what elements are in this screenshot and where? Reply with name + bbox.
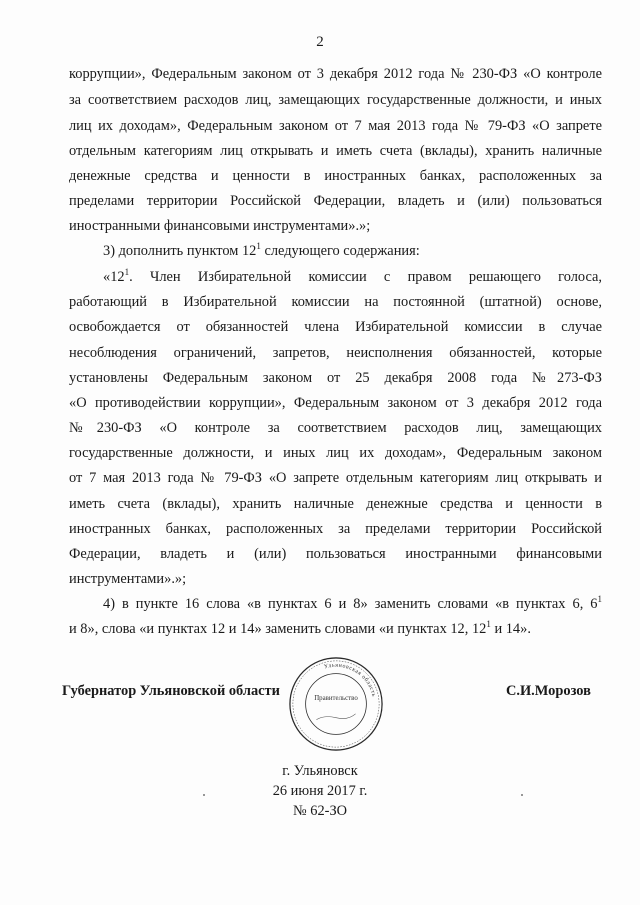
- quote-line: иностранных банках, расположенных за пределами территории Российской: [69, 521, 602, 537]
- scan-speck: [203, 794, 205, 796]
- item-4-line: 4) в пункте 16 слова «в пунктах 6 и 8» заменить словами «в пунктах 6, $6^1$: [103, 594, 602, 612]
- body-line: иностранными финансовыми инструментами».»;: [69, 218, 371, 234]
- footer-city: г. Ульяновск: [282, 763, 358, 779]
- seal-center-text: Правительство: [314, 695, 358, 703]
- body-line: коррупции», Федеральным законом от 3 декабря 2012 года № 230-ФЗ «О контроле: [69, 66, 602, 82]
- body-line: лиц их доходам», Федеральным законом от 7 мая 2013 года № 79-ФЗ «О запрете: [69, 118, 602, 134]
- body-line: пределами территории Российской Федерации, владеть и (или) пользоваться: [69, 193, 602, 209]
- footer-date: 26 июня 2017 г.: [272, 783, 368, 799]
- quote-line: Федерации, владеть и (или) пользоваться иностранными финансовыми: [69, 546, 602, 562]
- scan-speck: [521, 794, 523, 796]
- body-line: денежные средства и ценности в иностранных банках, расположенных за: [69, 168, 602, 184]
- body-line: за соответствием расходов лиц, замещающих государственные должности, и иных: [69, 92, 602, 108]
- quote-line: установлены Федеральным законом от 25 декабря 2008 года №273-ФЗ: [69, 370, 602, 386]
- signatory-position: Губернатор Ульяновской области: [62, 683, 280, 699]
- quote-line: государственные должности, и иных лиц их доходам», Федеральным законом: [69, 445, 602, 461]
- seal-ring-text: Ульяновская область: [323, 662, 377, 698]
- quote-line: №230-ФЗ «О контроле за соответствием расходов лиц, замещающих: [69, 420, 602, 436]
- body-line: отдельным категориям лиц открывать и иметь счета (вклады), хранить наличные: [69, 143, 602, 159]
- footer-number: № 62-ЗО: [292, 803, 348, 819]
- quote-line: иметь счета (вклады), хранить наличные денежные средства и ценности в: [69, 496, 602, 512]
- page-number: 2: [316, 34, 324, 50]
- quote-line: освобождается от обязанностей члена Избирательной комиссии в случае: [69, 319, 602, 335]
- quote-line: от 7 мая 2013 года № 79-ФЗ «О запрете отдельным категориям лиц открывать и: [69, 470, 602, 486]
- signatory-name: С.И.Морозов: [506, 683, 591, 699]
- quote-line: «О противодействии коррупции», Федеральным законом от 3 декабря 2012 года: [69, 395, 602, 411]
- quote-line: несоблюдения ограничений, запретов, неисполнения обязанностей, которые: [69, 345, 602, 361]
- quote-line: инструментами».»;: [69, 571, 187, 587]
- item-3-line: 3) дополнить пунктом $12^1$ следующего содержания:: [103, 241, 420, 259]
- quote-line: работающий в Избирательной комиссии на постоянной (штатной) основе,: [69, 294, 602, 310]
- official-seal: [287, 655, 385, 753]
- svg-text:Ульяновская область: [324, 663, 377, 698]
- quote-line: «$12^1$. Член Избирательной комиссии с правом решающего голоса,: [103, 267, 602, 285]
- item-4-line: и 8», слова «и пунктах 12 и 14» заменить словами «и пунктах 12, $12^1$ и 14».: [69, 619, 531, 637]
